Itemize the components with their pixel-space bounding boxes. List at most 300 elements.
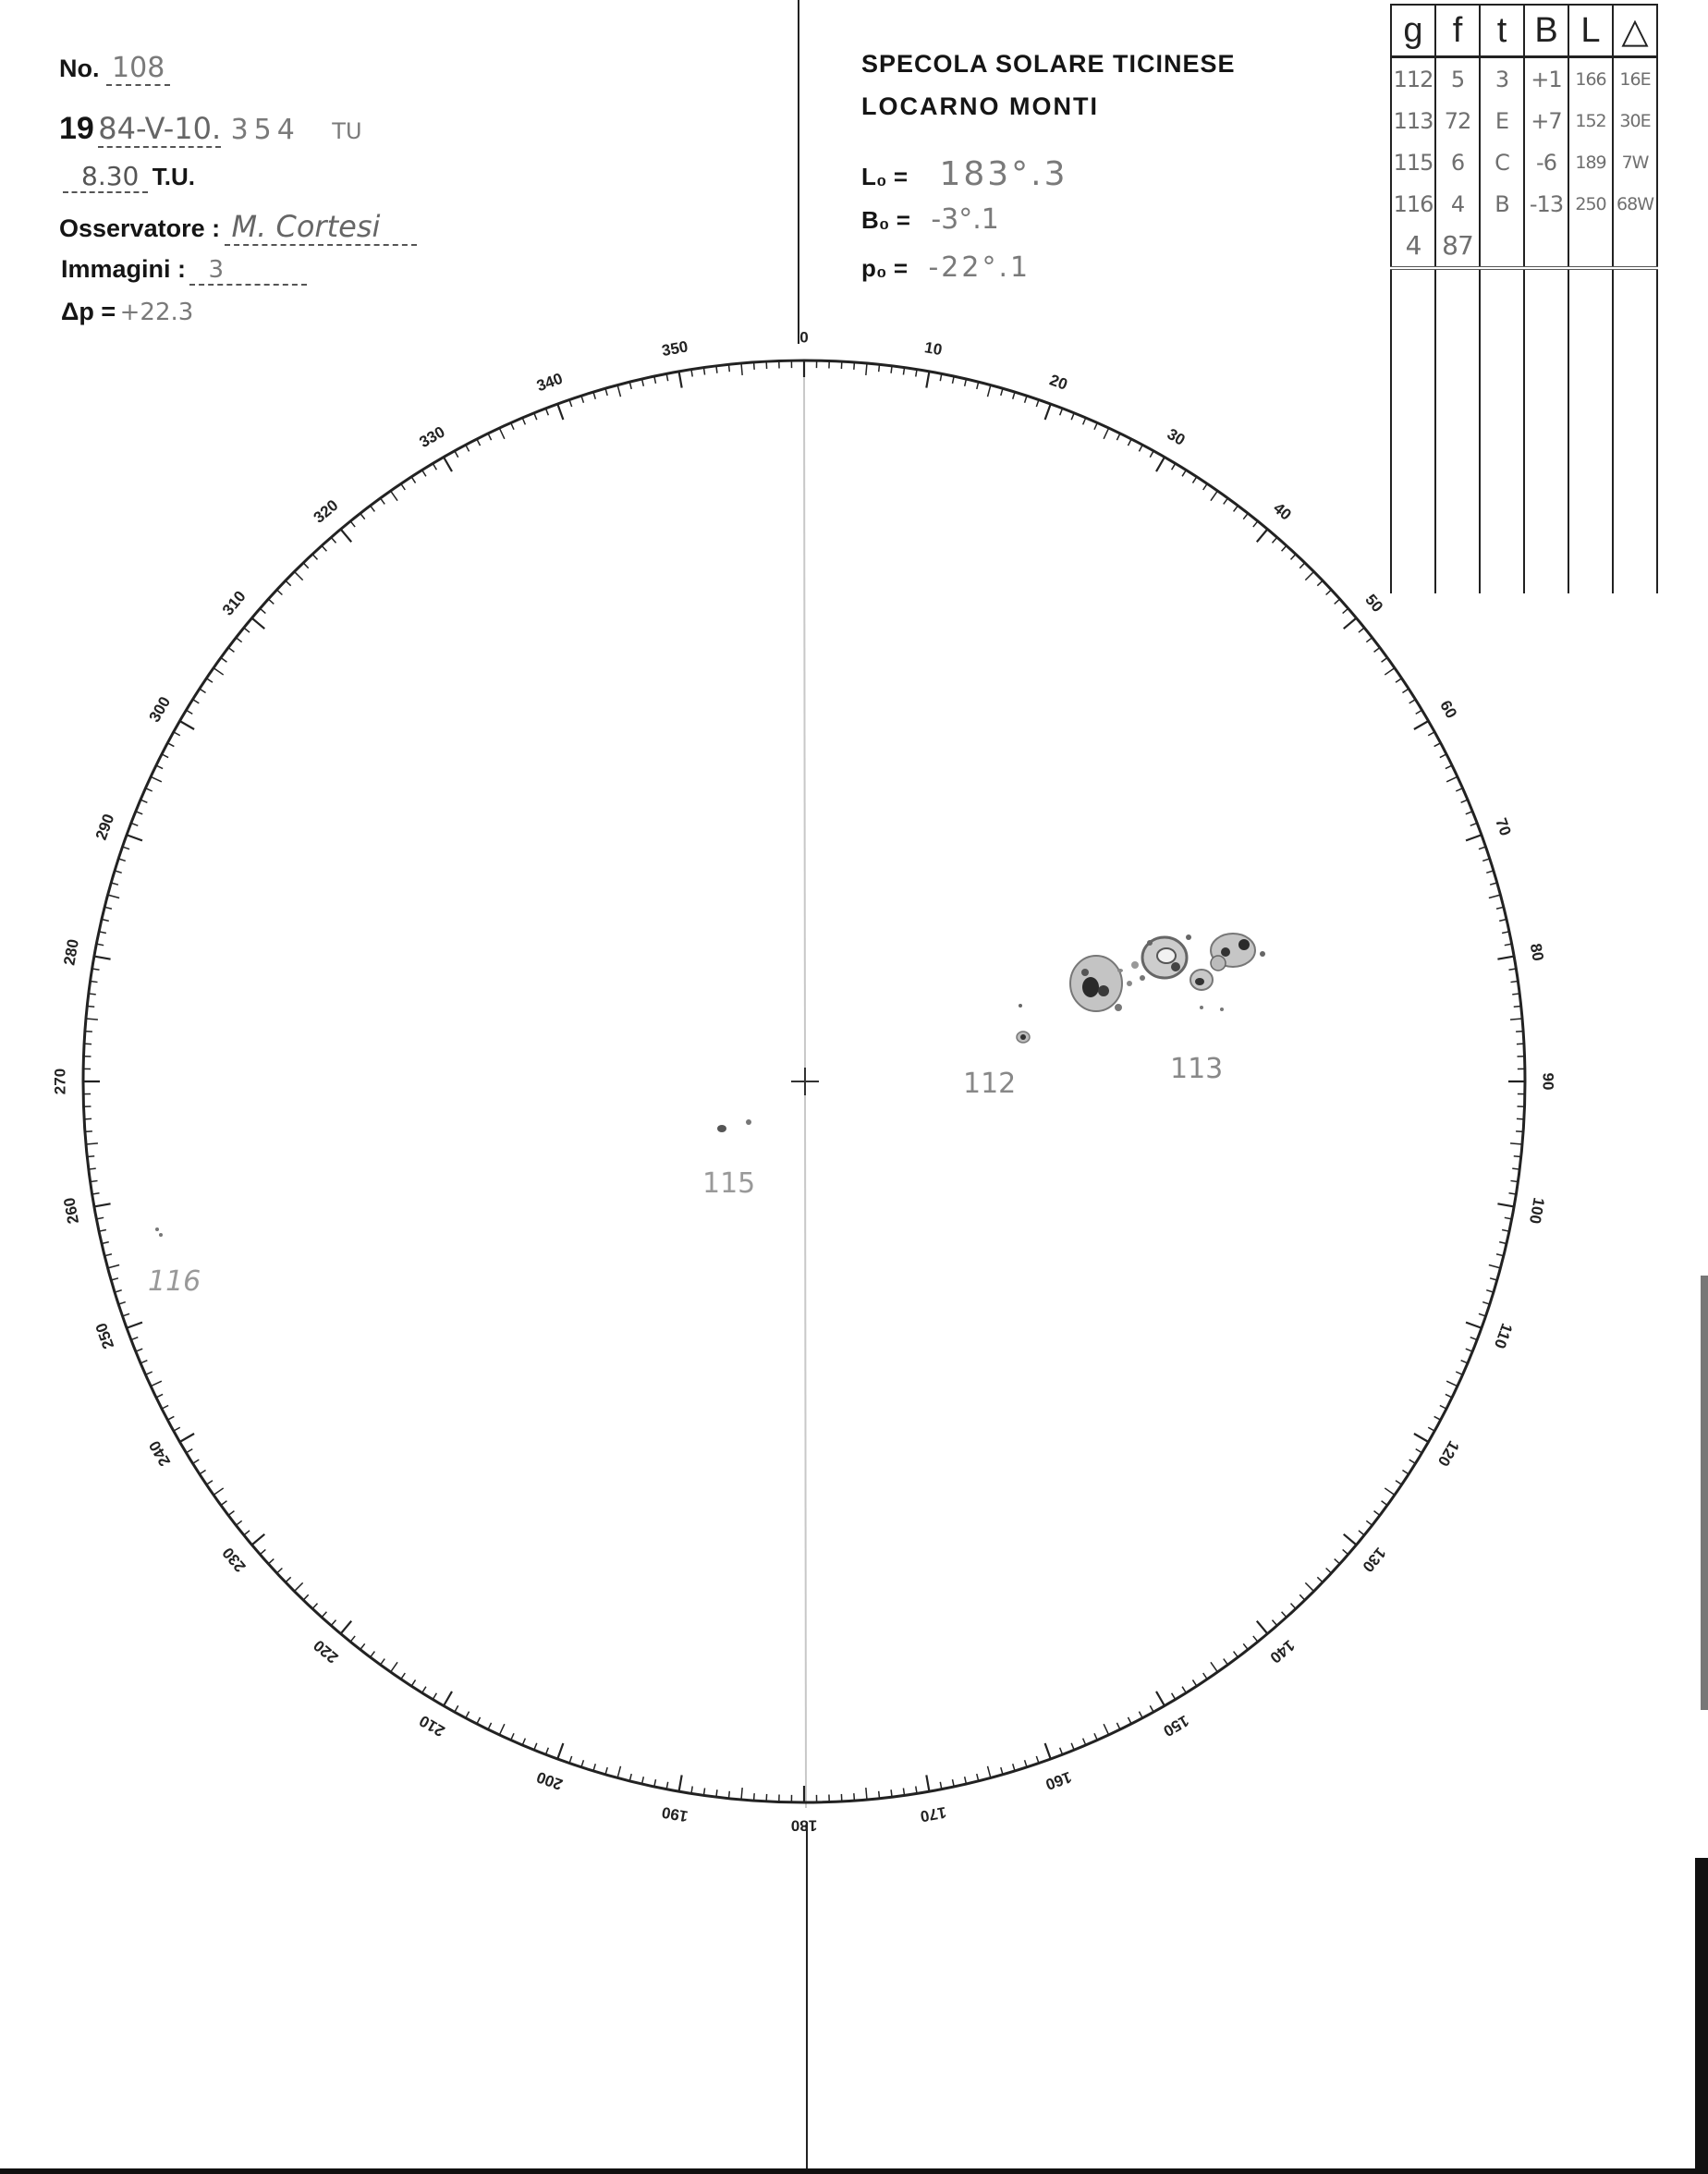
- ephemeris-p0: [861, 251, 1031, 284]
- tick-mark: [1139, 1712, 1142, 1718]
- time-value: 8.30: [63, 161, 148, 193]
- tick-mark: [988, 1766, 991, 1778]
- tick-label: 290: [92, 812, 118, 843]
- tick-mark: [1326, 590, 1332, 594]
- tick-mark: [91, 981, 98, 982]
- tick-mark: [1045, 1743, 1051, 1759]
- tick-mark: [1013, 1764, 1015, 1771]
- observation-time: [63, 161, 195, 193]
- tick-mark: [381, 1659, 385, 1665]
- tick-label: 220: [310, 1636, 342, 1667]
- observation-date: [59, 111, 362, 148]
- tick-mark: [605, 388, 607, 396]
- tick-mark: [953, 376, 955, 384]
- tick-mark: [977, 1774, 979, 1781]
- tick-mark: [411, 1679, 415, 1686]
- tick-mark: [691, 1786, 692, 1793]
- tick-mark: [1344, 1534, 1357, 1545]
- tick-mark: [965, 379, 967, 386]
- images-label: Immagini :: [61, 255, 187, 283]
- tick-mark: [1257, 1621, 1268, 1634]
- tick-mark: [466, 445, 470, 451]
- cell-group: 116: [1391, 183, 1435, 225]
- tick-mark: [322, 545, 326, 551]
- tick-mark: [312, 555, 317, 560]
- tick-mark: [1013, 392, 1015, 399]
- central-meridian-line: [804, 362, 806, 1808]
- tick-mark: [391, 491, 397, 501]
- tick-mark: [444, 458, 452, 472]
- tick-mark: [1440, 1405, 1446, 1409]
- empty-cell: [1524, 268, 1568, 593]
- tick-mark: [145, 788, 152, 791]
- tick-mark: [108, 895, 120, 898]
- tick-mark: [1490, 883, 1497, 885]
- tick-label: 30: [1164, 424, 1189, 449]
- tick-mark: [115, 871, 122, 873]
- tick-label: 170: [919, 1802, 948, 1826]
- cell-latitude: +7: [1524, 100, 1568, 141]
- tick-mark: [1382, 658, 1387, 663]
- tick-mark: [1385, 1488, 1395, 1495]
- observatory-name: SPECOLA SOLARE TICINESE: [861, 50, 1236, 78]
- tick-mark: [136, 1349, 142, 1351]
- B0-label: B₀ =: [861, 206, 910, 234]
- tick-mark: [1139, 445, 1142, 451]
- tick-mark: [522, 1739, 525, 1745]
- tick-mark: [1510, 981, 1518, 982]
- tick-mark: [371, 1652, 375, 1657]
- tick-mark: [1203, 483, 1207, 490]
- tick-mark: [1172, 1693, 1176, 1700]
- tick-mark: [186, 710, 192, 714]
- tick-mark: [1402, 1470, 1409, 1473]
- tick-mark: [854, 362, 855, 370]
- tick-mark: [488, 434, 492, 440]
- tick-mark: [1396, 1481, 1402, 1484]
- tick-mark: [741, 1788, 742, 1800]
- observer-value: M. Cortesi: [225, 209, 418, 246]
- tick-mark: [294, 1582, 302, 1591]
- tick-label: 130: [1359, 1544, 1390, 1576]
- tick-mark: [1461, 800, 1468, 802]
- tick-mark: [522, 418, 525, 424]
- tick-mark: [1416, 1449, 1422, 1453]
- tick-mark: [162, 1405, 168, 1409]
- empty-cell: [1613, 225, 1657, 268]
- delta-p-label: Δp =: [61, 298, 116, 325]
- tick-mark: [1486, 871, 1494, 873]
- tick-mark: [545, 409, 548, 415]
- tick-mark: [916, 370, 917, 377]
- tick-mark: [277, 1569, 283, 1573]
- tick-mark: [1456, 1372, 1462, 1374]
- tick-mark: [1456, 788, 1462, 791]
- tick-mark: [1359, 628, 1364, 632]
- tick-mark: [879, 364, 880, 372]
- tick-mark: [1203, 1673, 1207, 1679]
- total-groups: 4: [1391, 225, 1435, 268]
- tick-mark: [1466, 835, 1482, 840]
- tick-mark: [131, 1337, 138, 1340]
- tick-mark: [86, 1019, 98, 1020]
- tick-mark: [1116, 434, 1120, 440]
- tick-mark: [1466, 1349, 1472, 1351]
- tick-mark: [629, 1774, 631, 1781]
- tick-mark: [122, 1313, 129, 1316]
- tick-mark: [1128, 439, 1131, 446]
- empty-cell: [1568, 268, 1613, 593]
- tick-mark: [1497, 957, 1514, 959]
- tick-mark: [1502, 932, 1509, 934]
- tick-mark: [1512, 1168, 1519, 1169]
- tick-mark: [866, 363, 867, 375]
- tick-mark: [754, 362, 755, 370]
- tick-mark: [303, 1594, 309, 1600]
- tick-mark: [666, 1782, 668, 1789]
- cell-type: C: [1480, 141, 1524, 183]
- tick-mark: [1516, 1131, 1523, 1132]
- tick-mark: [422, 1687, 426, 1693]
- tick-mark: [1071, 1743, 1074, 1750]
- tick-mark: [360, 1643, 365, 1649]
- table-row: [1391, 183, 1657, 225]
- tick-mark: [499, 428, 504, 439]
- center-cross-icon: [791, 1068, 819, 1095]
- tick-mark: [236, 638, 241, 642]
- tick-mark: [617, 1766, 620, 1778]
- tick-mark: [741, 363, 742, 375]
- tick-mark: [140, 800, 147, 802]
- tick-mark: [411, 477, 415, 483]
- tick-label: 250: [92, 1320, 118, 1351]
- tick-label: 320: [310, 495, 342, 527]
- tick-label: 230: [218, 1544, 250, 1576]
- tick-mark: [1428, 1427, 1434, 1431]
- tick-mark: [1490, 1278, 1497, 1280]
- tick-mark: [99, 1230, 106, 1232]
- tick-mark: [534, 1743, 537, 1750]
- tick-mark: [104, 907, 112, 909]
- tick-mark: [1344, 618, 1357, 629]
- tick-mark: [891, 1789, 892, 1797]
- tick-mark: [221, 658, 226, 663]
- position-angle-labels: [51, 328, 1556, 1834]
- tick-mark: [206, 678, 213, 682]
- tick-label: 260: [60, 1196, 83, 1226]
- tick-mark: [1414, 1434, 1429, 1442]
- table-row: [1391, 141, 1657, 183]
- tick-mark: [341, 1621, 352, 1634]
- tick-mark: [1317, 1577, 1323, 1582]
- tick-label: 180: [790, 1816, 818, 1835]
- tick-mark: [94, 957, 111, 959]
- tick-mark: [108, 1265, 120, 1268]
- empty-cell: [1480, 268, 1524, 593]
- tick-mark: [303, 563, 309, 568]
- tick-mark: [1234, 506, 1238, 511]
- record-number: [59, 52, 170, 86]
- tick-mark: [127, 835, 142, 840]
- tick-mark: [294, 571, 302, 580]
- tick-mark: [433, 463, 436, 470]
- tick-mark: [1466, 812, 1472, 814]
- tick-mark: [118, 1302, 126, 1304]
- tick-mark: [953, 1779, 955, 1787]
- tick-label: 50: [1361, 591, 1387, 616]
- tick-mark: [642, 1777, 644, 1784]
- tick-mark: [136, 812, 142, 814]
- tick-mark: [186, 1449, 192, 1453]
- cell-type: B: [1480, 183, 1524, 225]
- cell-type: E: [1480, 100, 1524, 141]
- tick-label: 310: [218, 587, 250, 619]
- tick-mark: [228, 648, 234, 653]
- cell-f: 5: [1435, 57, 1480, 101]
- tick-mark: [1291, 1604, 1296, 1609]
- tick-mark: [1510, 1019, 1522, 1020]
- tick-mark: [85, 1131, 92, 1132]
- tick-label: 190: [660, 1802, 689, 1826]
- tick-mark: [1291, 555, 1296, 560]
- tick-mark: [89, 994, 96, 995]
- tick-mark: [89, 1168, 96, 1169]
- tick-mark: [1211, 491, 1217, 501]
- date-value: 84-V-10.: [98, 111, 222, 146]
- tick-mark: [940, 373, 942, 381]
- tick-mark: [131, 823, 138, 825]
- tick-mark: [926, 1775, 929, 1791]
- tick-mark: [1182, 1687, 1186, 1693]
- tick-label: 0: [799, 328, 809, 347]
- tick-mark: [331, 1620, 336, 1626]
- tick-mark: [401, 1673, 405, 1679]
- tick-mark: [666, 373, 668, 381]
- tick-mark: [180, 1434, 195, 1442]
- tick-mark: [1359, 1531, 1364, 1535]
- tick-mark: [1192, 1679, 1196, 1686]
- empty-cell: [1568, 225, 1613, 268]
- date-fraction: 354: [230, 114, 300, 146]
- tick-label: 210: [416, 1711, 448, 1740]
- tick-mark: [1001, 1767, 1003, 1775]
- tick-mark: [916, 1786, 917, 1793]
- tick-mark: [92, 969, 100, 970]
- tick-mark: [193, 1460, 200, 1463]
- tick-mark: [703, 1788, 704, 1795]
- B0-value: -3°.1: [931, 203, 999, 236]
- cell-longitude: 250: [1568, 183, 1613, 225]
- tick-mark: [145, 1372, 152, 1374]
- empty-cell: [1435, 268, 1480, 593]
- tick-mark: [1060, 409, 1063, 415]
- tick-label: 140: [1266, 1636, 1299, 1667]
- tick-mark: [1001, 388, 1003, 396]
- tick-mark: [1497, 1203, 1514, 1206]
- tick-mark: [260, 608, 265, 613]
- tick-mark: [1514, 1006, 1521, 1007]
- tick-mark: [716, 1789, 717, 1797]
- tick-mark: [244, 1531, 250, 1535]
- tick-mark: [286, 580, 291, 586]
- tick-mark: [1234, 1652, 1238, 1657]
- tick-mark: [87, 1006, 94, 1007]
- empty-cell: [1524, 225, 1568, 268]
- images-value: 3: [189, 256, 307, 286]
- tick-mark: [557, 404, 563, 420]
- tick-mark: [1366, 638, 1372, 642]
- disk-outline: [83, 360, 1525, 1802]
- tick-mark: [193, 700, 200, 703]
- position-angle-ticks: [83, 360, 1525, 1802]
- tick-mark: [1094, 1733, 1097, 1740]
- tick-mark: [286, 1577, 291, 1582]
- tick-mark: [221, 1501, 226, 1506]
- tick-mark: [1396, 678, 1402, 682]
- tick-label: 270: [51, 1068, 69, 1095]
- tick-mark: [1071, 413, 1074, 420]
- tick-mark: [1036, 399, 1039, 407]
- table-row: [1391, 100, 1657, 141]
- tick-mark: [99, 932, 106, 934]
- tick-mark: [1496, 1254, 1504, 1256]
- tick-mark: [593, 1764, 595, 1771]
- tick-mark: [1402, 689, 1409, 692]
- tick-mark: [214, 668, 224, 675]
- tick-mark: [605, 1767, 607, 1775]
- tick-label: 100: [1525, 1196, 1548, 1226]
- cell-group: 113: [1391, 100, 1435, 141]
- tick-mark: [1272, 1620, 1276, 1626]
- cell-delta: 68W: [1613, 183, 1657, 225]
- tick-mark: [1499, 1242, 1507, 1244]
- tick-mark: [167, 743, 174, 747]
- tick-mark: [466, 1712, 470, 1718]
- tick-mark: [926, 372, 929, 388]
- date-tu: TU: [332, 118, 362, 144]
- col-header-B: B: [1524, 5, 1568, 57]
- tick-mark: [381, 498, 385, 504]
- ephemeris-L0: [861, 155, 1068, 193]
- tick-label: 90: [1539, 1072, 1557, 1091]
- tick-mark: [96, 944, 104, 946]
- tick-mark: [268, 1559, 274, 1564]
- cell-latitude: -6: [1524, 141, 1568, 183]
- tick-mark: [214, 1488, 224, 1495]
- cell-group: 115: [1391, 141, 1435, 183]
- tick-mark: [1224, 498, 1228, 504]
- total-f: 87: [1435, 225, 1480, 268]
- group-label-115: 115: [702, 1167, 756, 1200]
- tick-mark: [1510, 1143, 1522, 1144]
- tick-mark: [180, 721, 195, 729]
- tick-label: 110: [1490, 1321, 1517, 1351]
- group-label-112: 112: [963, 1068, 1017, 1100]
- tick-mark: [1335, 1559, 1340, 1564]
- tick-mark: [444, 1692, 452, 1706]
- tick-mark: [511, 1733, 514, 1740]
- tick-mark: [360, 513, 365, 519]
- tick-mark: [1211, 1662, 1217, 1672]
- tick-mark: [122, 847, 129, 849]
- cell-longitude: 152: [1568, 100, 1613, 141]
- tick-mark: [96, 1217, 104, 1219]
- tick-mark: [331, 537, 336, 543]
- year-prefix: 19: [59, 111, 94, 146]
- tick-label: 160: [1043, 1767, 1074, 1794]
- L0-value: 183°.3: [939, 155, 1068, 193]
- tick-mark: [251, 618, 264, 629]
- tick-mark: [156, 765, 163, 769]
- tick-mark: [1192, 477, 1196, 483]
- tick-label: 200: [534, 1767, 566, 1794]
- col-header-delta: △: [1613, 5, 1657, 57]
- tick-mark: [1272, 537, 1276, 543]
- tick-mark: [102, 920, 109, 922]
- tick-mark: [1128, 1717, 1131, 1724]
- tick-mark: [1482, 1302, 1490, 1304]
- tick-mark: [200, 1470, 206, 1473]
- tick-mark: [1434, 1416, 1441, 1420]
- sunspot-group-115: [717, 1119, 751, 1132]
- tick-mark: [854, 1793, 855, 1801]
- tick-mark: [1499, 920, 1507, 922]
- tick-mark: [679, 372, 682, 388]
- tick-mark: [1508, 969, 1516, 970]
- tick-mark: [654, 376, 656, 384]
- observatory-location: LOCARNO MONTI: [861, 92, 1099, 120]
- tick-mark: [1172, 463, 1176, 470]
- tick-mark: [1343, 608, 1348, 613]
- tick-mark: [200, 689, 206, 692]
- tick-mark: [557, 1743, 563, 1759]
- tick-label: 240: [145, 1437, 175, 1470]
- cell-delta: 30E: [1613, 100, 1657, 141]
- cell-f: 72: [1435, 100, 1480, 141]
- tick-mark: [1116, 1723, 1120, 1729]
- tick-mark: [679, 1775, 682, 1791]
- tick-mark: [1409, 700, 1416, 703]
- tick-mark: [1446, 776, 1458, 781]
- tick-label: 150: [1160, 1711, 1192, 1740]
- tick-mark: [1343, 1549, 1348, 1554]
- tick-mark: [322, 1612, 326, 1618]
- tick-mark: [1317, 580, 1323, 586]
- tick-mark: [1299, 1594, 1305, 1600]
- tick-mark: [988, 385, 991, 397]
- tick-mark: [1104, 428, 1108, 439]
- tick-mark: [433, 1693, 436, 1700]
- p0-value: -22°.1: [928, 251, 1031, 284]
- tick-mark: [728, 364, 729, 372]
- tick-mark: [1489, 1265, 1501, 1268]
- tick-mark: [1461, 1361, 1468, 1363]
- tick-mark: [341, 529, 352, 542]
- tick-mark: [569, 399, 572, 407]
- tick-mark: [581, 396, 583, 403]
- ephemeris-B0: [861, 203, 999, 236]
- tick-mark: [545, 1748, 548, 1754]
- tick-mark: [127, 1323, 142, 1328]
- tick-mark: [1282, 545, 1287, 551]
- tick-mark: [401, 483, 405, 490]
- col-header-t: t: [1480, 5, 1524, 57]
- tick-mark: [244, 628, 250, 632]
- tick-mark: [94, 1203, 111, 1206]
- tick-label: 120: [1434, 1437, 1463, 1470]
- tick-mark: [1253, 521, 1258, 527]
- tick-mark: [1335, 599, 1340, 604]
